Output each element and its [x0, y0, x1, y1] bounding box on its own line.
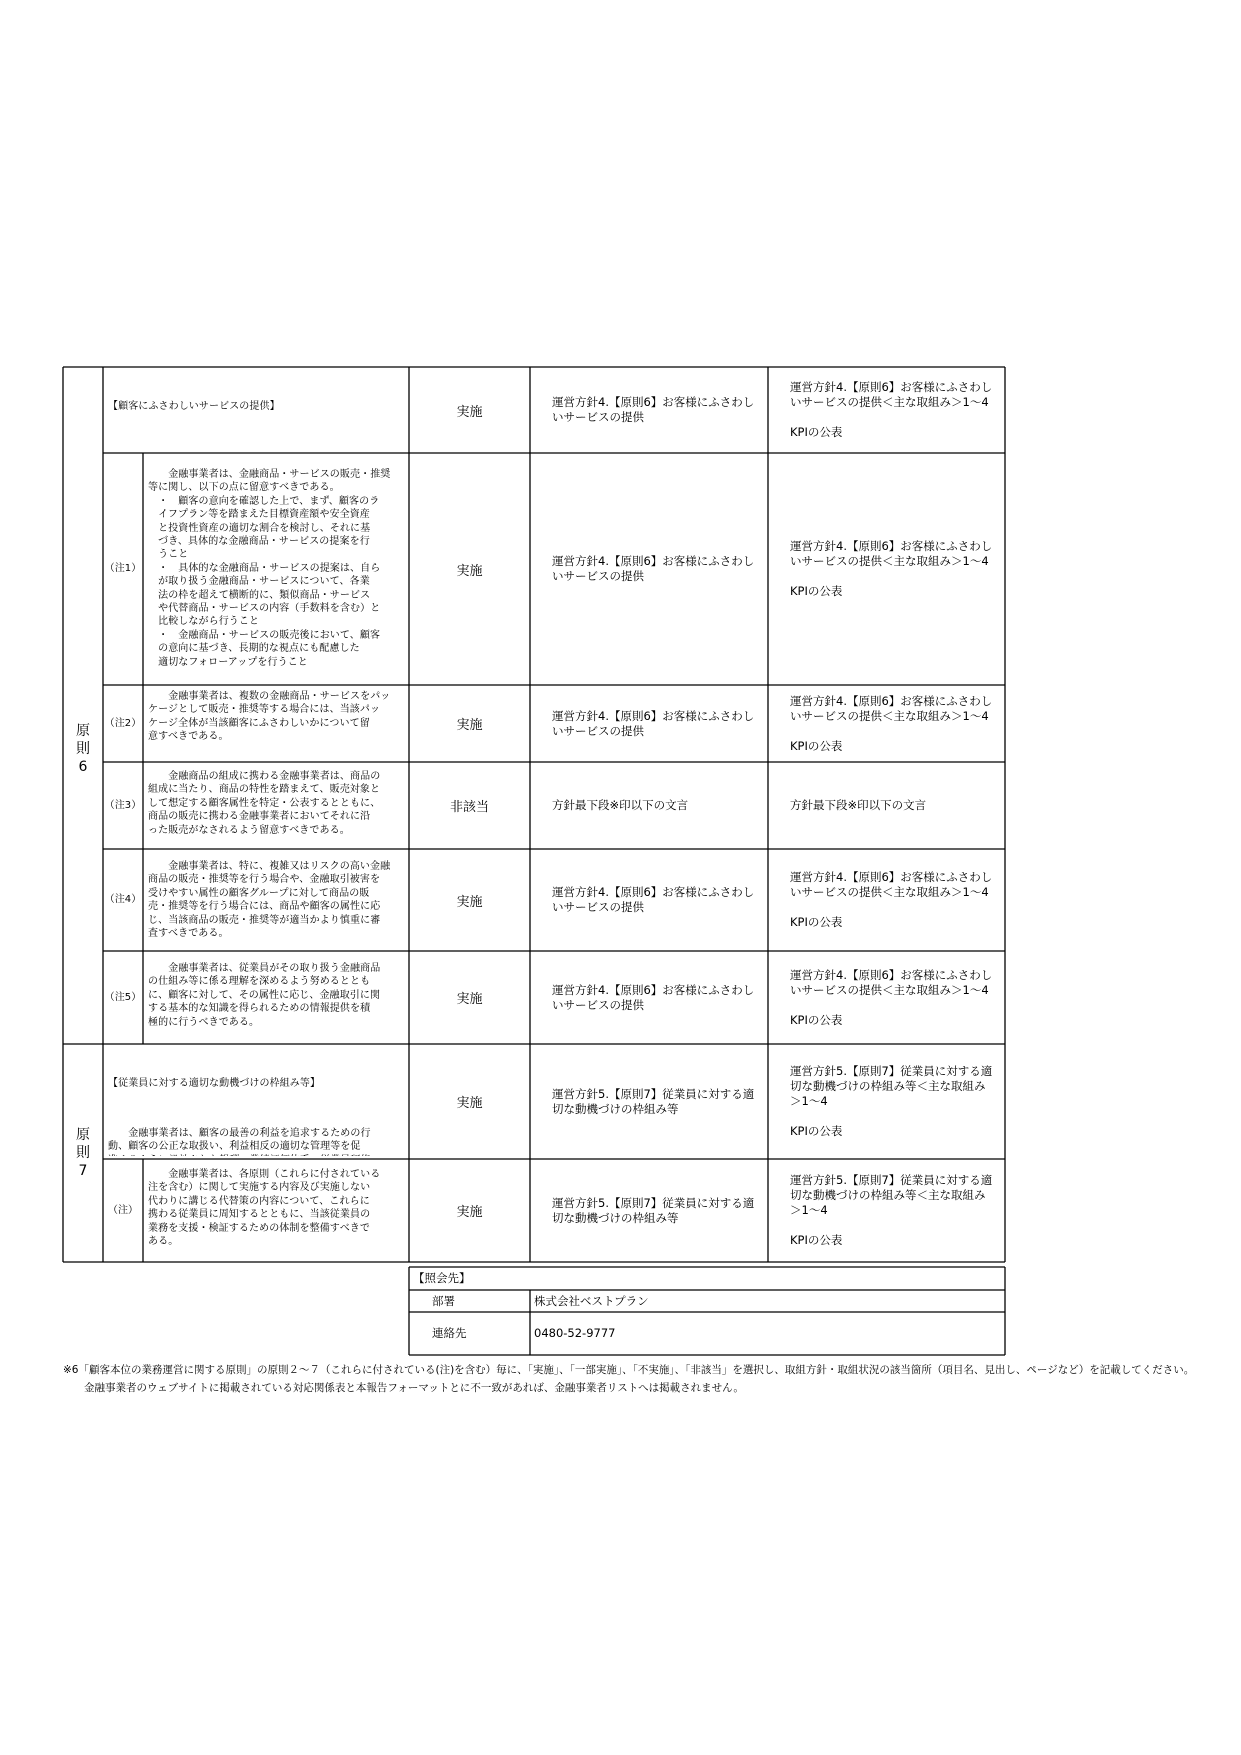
note-1-label: （注1） [104, 563, 142, 575]
note-1-policy: 運営方針4.【原則6】お客様にふさわし いサービスの提供 [552, 554, 755, 583]
note-5-label: （注5） [104, 991, 142, 1003]
principle-7-location: 運営方針5.【原則7】従業員に対する適 切な動機づけの枠組み等＜主な取組み ＞1～4 KPIの公表 [790, 1064, 993, 1138]
principle-6-policy: 運営方針4.【原則6】お客様にふさわし いサービスの提供 [552, 395, 755, 424]
note-3-text: 金融商品の組成に携わる金融事業者は、商品の 組成に当たり、商品の特性を踏まえて、販売対象と して想定する顧客属性を特定・公表するとともに、 商品の販売に携わる金融事業者においてそれに沿 った販売がなされるよう留意すべきである。 [148, 771, 381, 836]
note-4-policy: 運営方針4.【原則6】お客様にふさわし いサービスの提供 [552, 885, 755, 914]
footnote-line-1: ※6「顧客本位の業務運営に関する原則」の原則２～７（これらに付されている(注)を含む）毎に、「実施」、「一部実施」、「不実施」、「非該当」を選択し、取組方針・取組状況の該当箇所（項目名、見出し、ページなど）を記載してください。 [63, 1364, 1195, 1376]
note-2-text: 金融事業者は、複数の金融商品・サービスをパッ ケージとして販売・推奨等する場合には、当該パッ ケージ全体が当該顧客にふさわしいかについて留 意すべきである。 [148, 691, 391, 743]
note-4-text: 金融事業者は、特に、複雑又はリスクの高い金融 商品の販売・推奨等を行う場合や、金融取引被害を 受けやすい属性の顧客グループに対して商品の販 売・推奨等を行う場合には、商品や顧客の属性に応 じ、当該商品の販売・推奨等が適当かより慎重に審 査すべきである。 [148, 861, 391, 940]
note-5-location: 運営方針4.【原則6】お客様にふさわし いサービスの提供＜主な取組み＞1～4 KPIの公表 [790, 967, 993, 1027]
contact-header: 【照会先】 [413, 1271, 471, 1285]
note-3-status: 非該当 [449, 800, 489, 815]
p7-note-status: 実施 [456, 1205, 483, 1220]
note-1-text: 金融事業者は、金融商品・サービスの販売・推奨 等に関し、以下の点に留意すべきである。 ・ 顧客の意向を確認した上で、まず、顧客のラ イフプラン等を踏まえた目標資産額や安全資産 と投資性資産の適切な割合を検討し、それに基 づき、具体的な金融商品・サービスの提案を行 うこと ・ 具体的な金融商品・サービスの提案は、自ら が取り扱う金融商品・サービスについて、各業 法の枠を超えて横断的に、類似商品・サービス や代替商品・サービスの内容（手数料を含む）と 比較しながら行うこと ・ 金融商品・サービスの販売後において、顧客 の意向に基づき、長期的な視点にも配慮した 適切なフォローアップを行うこと [148, 469, 391, 668]
note-3-label: （注3） [104, 799, 142, 811]
department-label: 部署 [432, 1293, 455, 1308]
note-2-status: 実施 [456, 718, 483, 733]
note-1-location: 運営方針4.【原則6】お客様にふさわし いサービスの提供＜主な取組み＞1～4 KPIの公表 [790, 539, 993, 598]
principle-7-title: 【従業員に対する適切な動機づけの枠組み等】 [108, 1077, 321, 1089]
note-2-location: 運営方針4.【原則6】お客様にふさわし いサービスの提供＜主な取組み＞1～4 KPIの公表 [790, 693, 993, 753]
principle-6-main-content [108, 373, 404, 451]
note-4-status: 実施 [456, 894, 483, 910]
note-1-status: 実施 [456, 563, 483, 579]
principle-7-main-content [108, 1050, 404, 1156]
footnote-line-2: 金融事業者のウェブサイトに掲載されている対応関係表と本報告フォーマットとに不一致があれば、金融事業者リストへは掲載されません。 [63, 1382, 744, 1394]
principle-6-status: 実施 [456, 404, 483, 420]
department-value: 株式会社ベストプラン [534, 1293, 649, 1308]
note-2-label: （注2） [104, 717, 142, 729]
p7-note-text: 金融事業者は、各原則（これらに付されている 注を含む）に関して実施する内容及び実施しない 代わりに講じる代替策の内容について、これらに 携わる従業員に周知するとともに、当該従業員の 業務を支援・検証するための体制を整備すべきで ある。 [148, 1169, 381, 1248]
principle-6-title: 【顧客にふさわしいサービスの提供】 [108, 400, 280, 412]
phone-value: 0480-52-9777 [534, 1326, 616, 1340]
note-3-location: 方針最下段※印以下の文言 [790, 798, 927, 812]
principle-7-text: 金融事業者は、顧客の最善の利益を追求するための行 動、顧客の公正な取扱い、利益相反の適切な管理等を促 [108, 1128, 371, 1153]
principle-7-policy: 運営方針5.【原則7】従業員に対する適 切な動機づけの枠組み等 [552, 1086, 755, 1116]
note-3-policy: 方針最下段※印以下の文言 [552, 798, 689, 812]
principle-6-location: 運営方針4.【原則6】お客様にふさわし いサービスの提供＜主な取組み＞1～4 KPIの公表 [790, 380, 993, 439]
note-4-label: （注4） [104, 894, 142, 906]
note-5-text: 金融事業者は、従業員がその取り扱う金融商品 の仕組み等に係る理解を深めるよう努めるととも に、顧客に対して、その属性に応じ、金融取引に関 する基本的な知識を得られるための情報提供を積 極的に行うべきである。 [148, 963, 381, 1028]
p7-note-label: （注） [107, 1204, 139, 1216]
p7-note-location: 運営方針5.【原則7】従業員に対する適 切な動機づけの枠組み等＜主な取組み ＞1～4 KPIの公表 [790, 1173, 993, 1247]
phone-label: 連絡先 [432, 1326, 467, 1340]
principle-6-label: 原 則 6 [76, 722, 90, 775]
note-4-location: 運営方針4.【原則6】お客様にふさわし いサービスの提供＜主な取組み＞1～4 KPIの公表 [790, 870, 993, 929]
principle-7-status: 実施 [456, 1096, 483, 1111]
p7-note-policy: 運営方針5.【原則7】従業員に対する適 切な動機づけの枠組み等 [552, 1195, 755, 1225]
principle-7-label: 原 則 7 [76, 1127, 90, 1179]
note-5-policy: 運営方針4.【原則6】お客様にふさわし いサービスの提供 [552, 982, 755, 1012]
note-5-status: 実施 [456, 992, 483, 1007]
note-2-policy: 運営方針4.【原則6】お客様にふさわし いサービスの提供 [552, 708, 755, 738]
